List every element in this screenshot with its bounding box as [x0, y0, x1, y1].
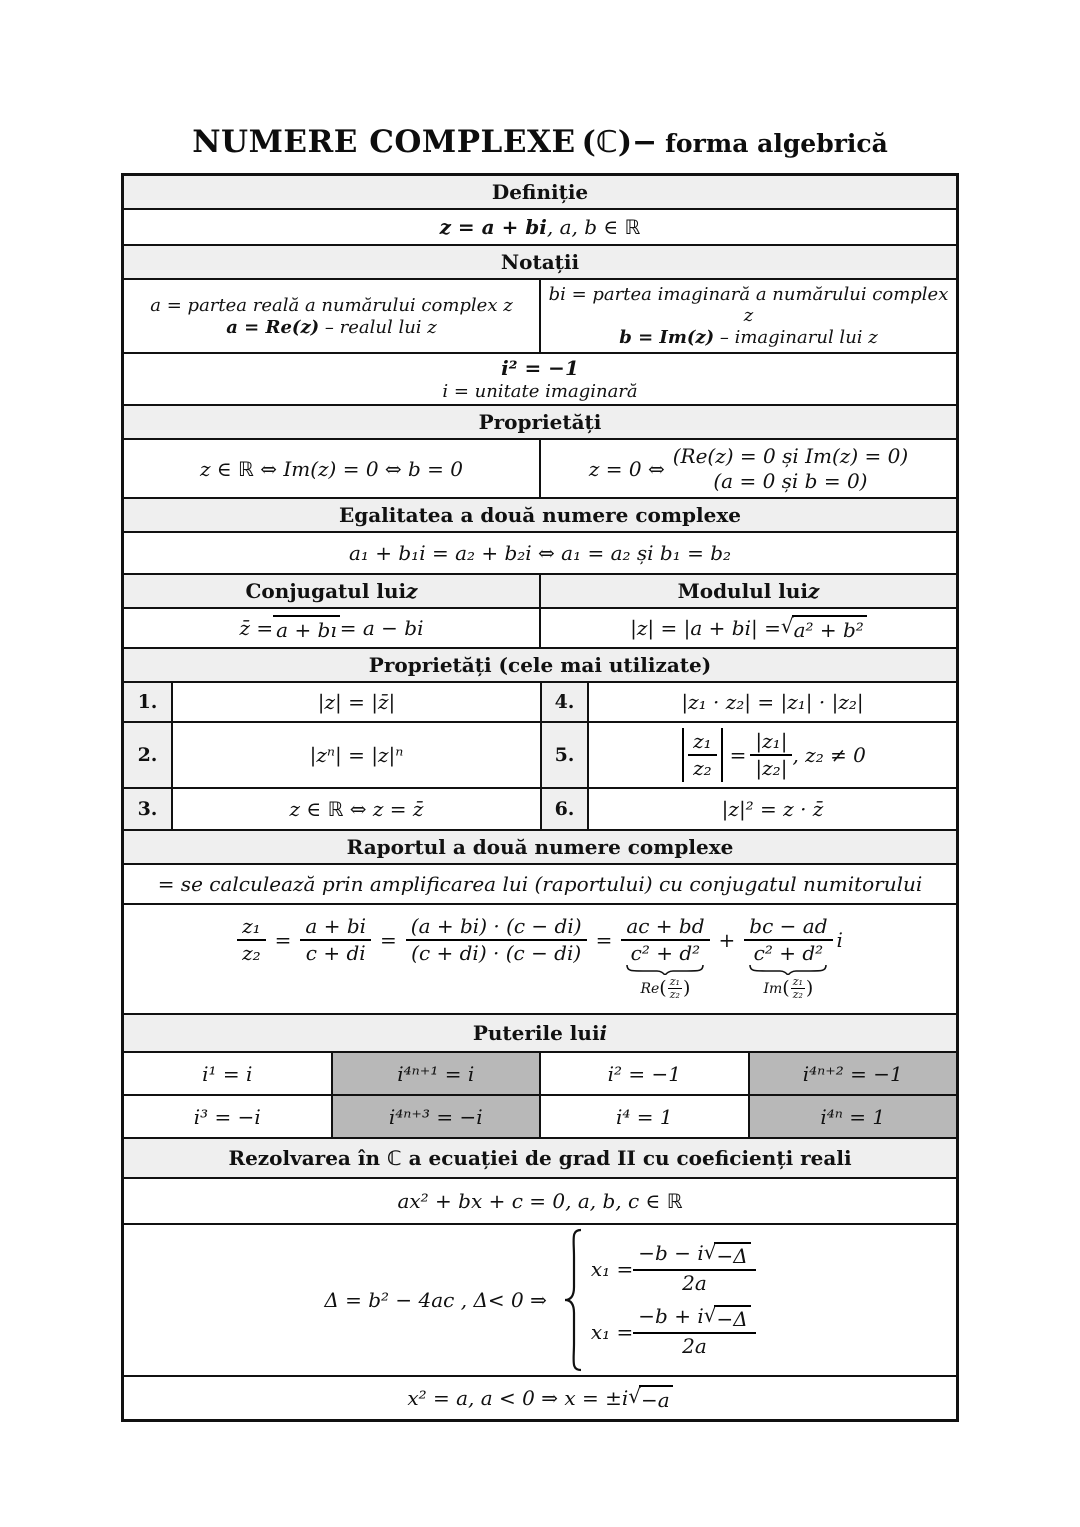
x2-denominator: 2a	[682, 1334, 707, 1358]
ratio-equals-2: =	[380, 928, 397, 952]
zero-condition-cases	[673, 444, 908, 493]
modulus-formula	[539, 609, 956, 647]
negative-root-sqrt	[628, 1385, 672, 1412]
system-equation-2	[591, 1305, 756, 1358]
header-modul	[539, 575, 956, 607]
prop5-rhs-frac	[750, 730, 792, 780]
property-zero-condition	[539, 440, 956, 497]
row-conjugate-modulus-formulas	[124, 609, 956, 649]
ratio-frac-5-den: c² + d²	[753, 941, 824, 965]
i-squared-formula: i² = −1	[501, 356, 579, 380]
ratio-real-part	[621, 914, 709, 1002]
prop-formula-6-text: |z|² = z · z̄	[721, 797, 824, 821]
definition-formula-main: z = a + bi	[439, 215, 547, 239]
prop-num-4: 4.	[540, 683, 587, 721]
prop-formula-3-text: z ∈ ℝ ⇔ z = z̄	[289, 797, 424, 821]
header-proprietati-label: Proprietăți	[478, 410, 602, 434]
notation-imaginary-line2	[619, 327, 878, 348]
title-subtitle: forma algebrică	[665, 129, 888, 158]
power-i4n2: i⁴ⁿ⁺² = −1	[748, 1053, 957, 1094]
paren-close: )	[682, 977, 691, 1000]
row-negative-square-root	[124, 1377, 956, 1419]
prop5-rhs-den: |z₂|	[755, 756, 788, 780]
x1-sqrt	[704, 1242, 751, 1268]
row-raport-note	[124, 865, 956, 905]
header-conjugat	[124, 575, 539, 607]
system-equation-1	[591, 1242, 756, 1295]
property-real-condition-formula: z ∈ ℝ ⇔ Im(z) = 0 ⇔ b = 0	[199, 456, 464, 481]
x2-num-text: −b + i	[638, 1304, 704, 1328]
power-i1: i¹ = i	[202, 1061, 253, 1086]
sqrt-sign: √	[703, 1303, 717, 1327]
conjugate-overlined: a + bı	[273, 615, 340, 642]
prop-formula-5	[587, 723, 956, 787]
notation-real-part	[124, 280, 539, 352]
zero-condition-case1: (Re(z) = 0 și Im(z) = 0)	[672, 444, 909, 468]
header-modul-var: z	[808, 579, 820, 603]
prop-formula-4	[587, 683, 956, 721]
underbrace-icon	[625, 964, 705, 975]
ratio-imaginary-label	[763, 976, 813, 1001]
x1-lhs: x₁ =	[590, 1256, 634, 1281]
imaginary-unit-definition: i = unitate imaginară	[442, 381, 638, 402]
row-ratio-formula	[124, 905, 956, 1015]
ratio-frac-2	[300, 915, 371, 965]
x2-numerator	[633, 1305, 755, 1334]
raport-note-text: = se calculează prin amplificarea lui (raportului) cu conjugatul numitorului	[157, 872, 923, 896]
header-prop-utilizate	[124, 649, 956, 683]
prop5-equals: =	[729, 743, 747, 767]
header-rezolvare	[124, 1139, 956, 1179]
header-proprietati	[124, 406, 956, 440]
modulus-radicand: a² + b²	[792, 615, 867, 642]
im-mini-den: z₂	[792, 988, 803, 1002]
power-i4n1: i⁴ⁿ⁺¹ = i	[331, 1053, 540, 1094]
ratio-frac-2-den: c + di	[305, 941, 366, 965]
definition-formula-rest: , a, b ∈ ℝ	[546, 215, 641, 239]
notation-real-line2	[226, 317, 437, 338]
zero-condition-prefix: z = 0 ⇔	[588, 456, 665, 481]
negative-root-radicand: −a	[639, 1385, 673, 1412]
prop-formula-2-text: |zⁿ| = |z|ⁿ	[309, 743, 404, 767]
prop5-abs-num: z₁	[688, 730, 717, 756]
prop-num-5: 5.	[540, 723, 587, 787]
x2-sqrt	[704, 1305, 751, 1331]
ratio-plus: +	[718, 928, 736, 952]
notation-imaginary-line2-rest: – imaginarul lui z	[714, 327, 878, 348]
ratio-frac-5-num: bc − ad	[744, 915, 832, 941]
prop-row-1	[124, 683, 956, 723]
row-conjugate-modulus-headers	[124, 575, 956, 609]
prop-num-1: 1.	[124, 683, 171, 721]
paren-close: )	[805, 977, 814, 1000]
x1-radicand: −Δ	[714, 1242, 750, 1268]
prop-num-6: 6.	[540, 789, 587, 829]
header-raport	[124, 831, 956, 865]
property-real-condition	[124, 440, 539, 497]
ratio-frac-2-num: a + bi	[300, 915, 371, 941]
paren-open: (	[659, 977, 667, 1000]
powers-row-1	[124, 1053, 956, 1096]
x1-num-text: −b − i	[638, 1241, 704, 1265]
prop-formula-6	[587, 789, 956, 829]
powers-row-2	[124, 1096, 956, 1139]
x1-denominator: 2a	[682, 1271, 707, 1295]
general-equation-text: ax² + bx + c = 0, a, b, c ∈ ℝ	[397, 1189, 683, 1213]
ratio-imaginary-annotation	[748, 964, 828, 1001]
sqrt-sign: √	[780, 613, 794, 638]
ratio-frac-1	[237, 915, 266, 965]
row-imaginary-unit	[124, 354, 956, 406]
row-general-equation	[124, 1179, 956, 1225]
sqrt-sign: √	[628, 1383, 641, 1408]
prop-num-2: 2.	[124, 723, 171, 787]
row-properties	[124, 440, 956, 499]
header-definitie	[124, 176, 956, 210]
x1-frac	[633, 1242, 755, 1295]
re-mini-frac	[668, 976, 682, 1001]
power-i3: i³ = −i	[193, 1104, 261, 1129]
prop-row-2	[124, 723, 956, 789]
prop5-abs-den: z₂	[693, 756, 712, 780]
ratio-equals-3: =	[595, 928, 613, 952]
sqrt-sign: √	[703, 1240, 717, 1264]
ratio-frac-3-den: (c + di) · (c − di)	[411, 941, 582, 965]
prop-row-3	[124, 789, 956, 831]
im-mini-frac	[791, 976, 805, 1001]
prop5-abs-frac	[688, 730, 717, 780]
paren-open: (	[782, 977, 790, 1000]
ratio-frac-4-num: ac + bd	[621, 915, 709, 941]
re-mini-num: z₁	[669, 975, 680, 988]
formula-table	[121, 173, 959, 1422]
header-rezolvare-label: Rezolvarea în ℂ a ecuației de grad II cu coeficienți reali	[228, 1146, 852, 1170]
x2-radicand: −Δ	[714, 1305, 750, 1331]
power-i2: i² = −1	[539, 1053, 748, 1094]
modulus-sqrt	[781, 615, 867, 642]
re-mini-den: z₂	[669, 988, 680, 1002]
ratio-frac-3	[406, 915, 587, 965]
x2-frac	[633, 1305, 755, 1358]
power-i4n3: i⁴ⁿ⁺³ = −i	[331, 1096, 540, 1137]
prop5-rhs-num: |z₁|	[750, 730, 792, 756]
power-i4: i⁴ = 1	[539, 1096, 748, 1137]
delta-formula: Δ = b² − 4ac , Δ< 0 ⇒	[324, 1288, 547, 1312]
page-title	[0, 0, 1080, 160]
ratio-frac-4-den: c² + d²	[630, 941, 701, 965]
underbrace-icon	[748, 964, 828, 975]
modulus-lhs: |z| = |a + bi| =	[630, 616, 781, 640]
ratio-frac-3-num: (a + bi) · (c − di)	[406, 915, 587, 941]
ratio-real-annotation	[625, 964, 705, 1001]
prop-formula-3	[171, 789, 540, 829]
negative-root-prefix: x² = a, a < 0 ⇒ x = ±i	[407, 1386, 629, 1410]
prop-num-3: 3.	[124, 789, 171, 829]
conjugate-lhs: z̄ =	[239, 616, 274, 640]
header-modul-label: Modulul lui	[677, 579, 809, 603]
notation-imaginary-line2-bold: b = Im(z)	[619, 327, 715, 348]
left-brace-icon	[561, 1227, 583, 1373]
header-prop-utilizate-label: Proprietăți (cele mai utilizate)	[368, 653, 712, 677]
im-function: Im	[763, 980, 783, 997]
x2-lhs: x₁ =	[590, 1319, 634, 1344]
header-puteri-label: Puterile lui	[472, 1021, 600, 1045]
header-definitie-label: Definiție	[491, 180, 589, 204]
header-notatii-label: Notații	[500, 250, 580, 274]
header-raport-label: Raportul a două numere complexe	[346, 835, 734, 859]
header-puteri	[124, 1015, 956, 1053]
equality-formula: a₁ + b₁i = a₂ + b₂i ⇔ a₁ = a₂ și b₁ = b₂	[348, 541, 732, 565]
header-egalitate-label: Egalitatea a două numere complexe	[338, 503, 741, 527]
prop5-abs-fraction	[682, 728, 723, 782]
ratio-frac-1-den: z₂	[242, 941, 261, 965]
prop-formula-1	[171, 683, 540, 721]
prop-formula-2	[171, 723, 540, 787]
notation-real-line2-rest: – realul lui z	[319, 316, 437, 338]
ratio-imaginary-part	[744, 914, 832, 1002]
header-notatii	[124, 246, 956, 280]
prop5-tail: , z₂ ≠ 0	[792, 743, 866, 767]
prop-formula-1-text: |z| = |z̄|	[317, 690, 396, 714]
conjugate-formula	[124, 609, 539, 647]
row-equality	[124, 533, 956, 575]
ratio-real-label	[640, 976, 690, 1001]
notation-imaginary-part	[539, 280, 956, 352]
row-delta-system	[124, 1225, 956, 1377]
ratio-frac-1-num: z₁	[237, 915, 266, 941]
header-conjugat-var: z	[406, 579, 418, 603]
im-mini-num: z₁	[792, 975, 803, 988]
header-egalitate	[124, 499, 956, 533]
row-notations	[124, 280, 956, 354]
re-function: Re	[640, 980, 660, 997]
zero-condition-case2: (a = 0 și b = 0)	[713, 469, 868, 493]
title-set-symbol: (ℂ)−	[581, 125, 658, 160]
system-equations	[591, 1242, 756, 1358]
prop-formula-4-text: |z₁ · z₂| = |z₁| · |z₂|	[681, 690, 864, 714]
row-definition	[124, 210, 956, 246]
title-main: NUMERE COMPLEXE	[192, 124, 576, 160]
header-puteri-var: i	[599, 1021, 608, 1045]
conjugate-rhs: = a − bi	[339, 616, 424, 640]
ratio-i-tail: i	[836, 928, 843, 952]
ratio-frac-4	[621, 915, 709, 965]
notation-real-line2-bold: a = Re(z)	[226, 316, 320, 338]
power-i4n: i⁴ⁿ = 1	[748, 1096, 957, 1137]
ratio-equals-1: =	[274, 928, 292, 952]
notation-real-line1: a = partea reală a numărului complex z	[150, 294, 513, 316]
notation-imaginary-line1: bi = partea imaginară a numărului complex z	[548, 284, 949, 326]
header-conjugat-label: Conjugatul lui	[245, 579, 407, 603]
ratio-frac-5	[744, 915, 832, 965]
x1-numerator	[633, 1242, 755, 1271]
